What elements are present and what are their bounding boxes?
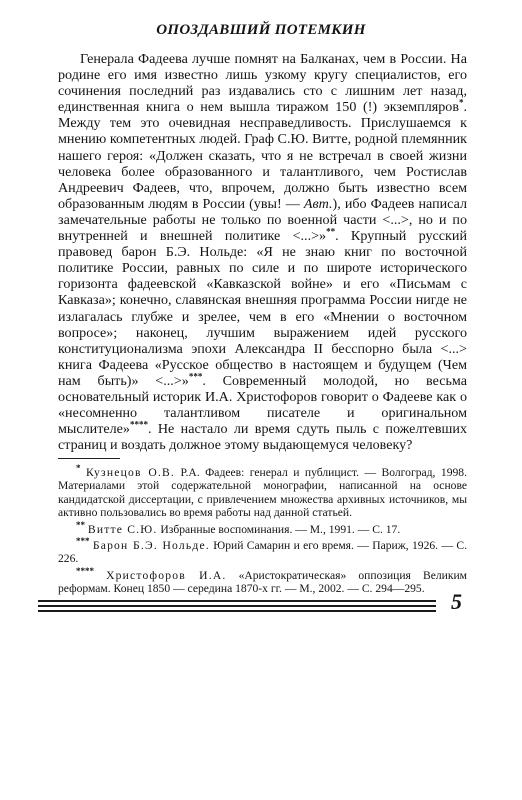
text-part-4: . Крупный русский правовед барон Б.Э. Нольде: «Я не знаю книг по восточной политике России, равных по силе и по широте исторического горизонта фадеевской «Кавказской войне» и его «Письмам с Кавказа»; конечно, славянская внешняя программа России нигде не излагалась глубже и зрелее, чем в его «Мнении о восточном вопросе»; наконец, лучшим выражением идей русского конституционализма эпохи Александра II бесспорно была <...> книга Фадеева «Русское общество в настоящем и будущем (Чем нам быть)» <...>» [58, 228, 467, 389]
footnote-mark: **** [76, 565, 94, 576]
footnote-text: Юрий Самарин и его время. — Париж, 1926. — С. 226. [58, 539, 468, 566]
main-text [58, 51, 467, 453]
footnote-1 [58, 463, 467, 520]
text-part-3: ), ибо Фадеев написал замечательные работы не только по военной части <...>, но и по внутренней и внешней политике <...>» [58, 195, 468, 245]
main-paragraph [58, 51, 467, 453]
decorative-rules [38, 600, 436, 616]
page-number: 5 [451, 589, 462, 614]
footnote-ref-4: **** [129, 419, 148, 430]
footnote-mark: * [76, 463, 81, 474]
text-part-5: . Современный молодой, но весьма основательный историк И.А. Христофоров говорит о Фадееве как о «несомненно талантливом писателе и оригинальном мыслителе» [58, 372, 467, 438]
footnote-text: Избранные воспоминания. — М., 1991. — С. 17. [157, 522, 401, 536]
rule-line [38, 600, 436, 602]
rule-line [38, 610, 436, 612]
chapter-title: ОПОЗДАВШИЙ ПОТЕМКИН [156, 22, 366, 38]
footnote-mark: *** [76, 536, 90, 547]
footnote-author: Кузнецов О.В. [85, 466, 176, 479]
footnote-ref-2: ** [326, 226, 336, 237]
text-part-6: . Не настало ли время сдуть пыль с пожелтевших страниц и воздать должное этому выдающемуся человеку? [58, 421, 467, 454]
footnote-divider [58, 458, 120, 459]
rule-line [38, 605, 436, 607]
footnote-4 [58, 565, 467, 596]
footnote-ref-1: * [458, 97, 464, 108]
text-part-2: . Между тем это очевидная несправедливость. Прислушаемся к мнению компетентных людей. Граф С.Ю. Витте, родной племянник нашего героя: «Должен сказать, что я не встречал в своей жизни человека более образованного и талантливого, чем Ростислав Андреевич Фадеев, что, впрочем, должно быть известно всем образованным людям в России (увы! — [58, 99, 467, 212]
footnote-text: «Аристократическая» оппозиция Великим реформам. Конец 1850 — середина 1870-х гг. — М., 2002. — С. 294—295. [58, 568, 467, 596]
footnote-mark: ** [76, 519, 85, 530]
footnote-3 [58, 536, 468, 566]
footnote-author: Витте С.Ю. [87, 522, 158, 536]
footnote-author: Христофоров И.А. [106, 568, 227, 582]
footnote-ref-3: *** [188, 371, 203, 382]
text-part-2-italic: Авт. [303, 195, 333, 212]
footnotes [58, 463, 468, 599]
footnote-text: Р.А. Фадеев: генерал и публицист. — Волгоград, 1998. Материалами этой содержательной монографии, написанной на основе кандидатской диссертации, с привлечением множества архивных источников, мы активно пользовались во время работы над данной статьей. [58, 466, 467, 520]
footnote-2 [58, 519, 467, 536]
footnote-author: Барон Б.Э. Нольде. [92, 539, 210, 553]
text-part-1: Генерала Фадеева лучше помнят на Балканах, чем в России. На родине его имя известно лишь узкому кругу специалистов, его сочинения последний раз издавались сто с лишним лет назад, единственная книга о нем вышла тиражом 150 (!) экземпляров [58, 51, 467, 116]
